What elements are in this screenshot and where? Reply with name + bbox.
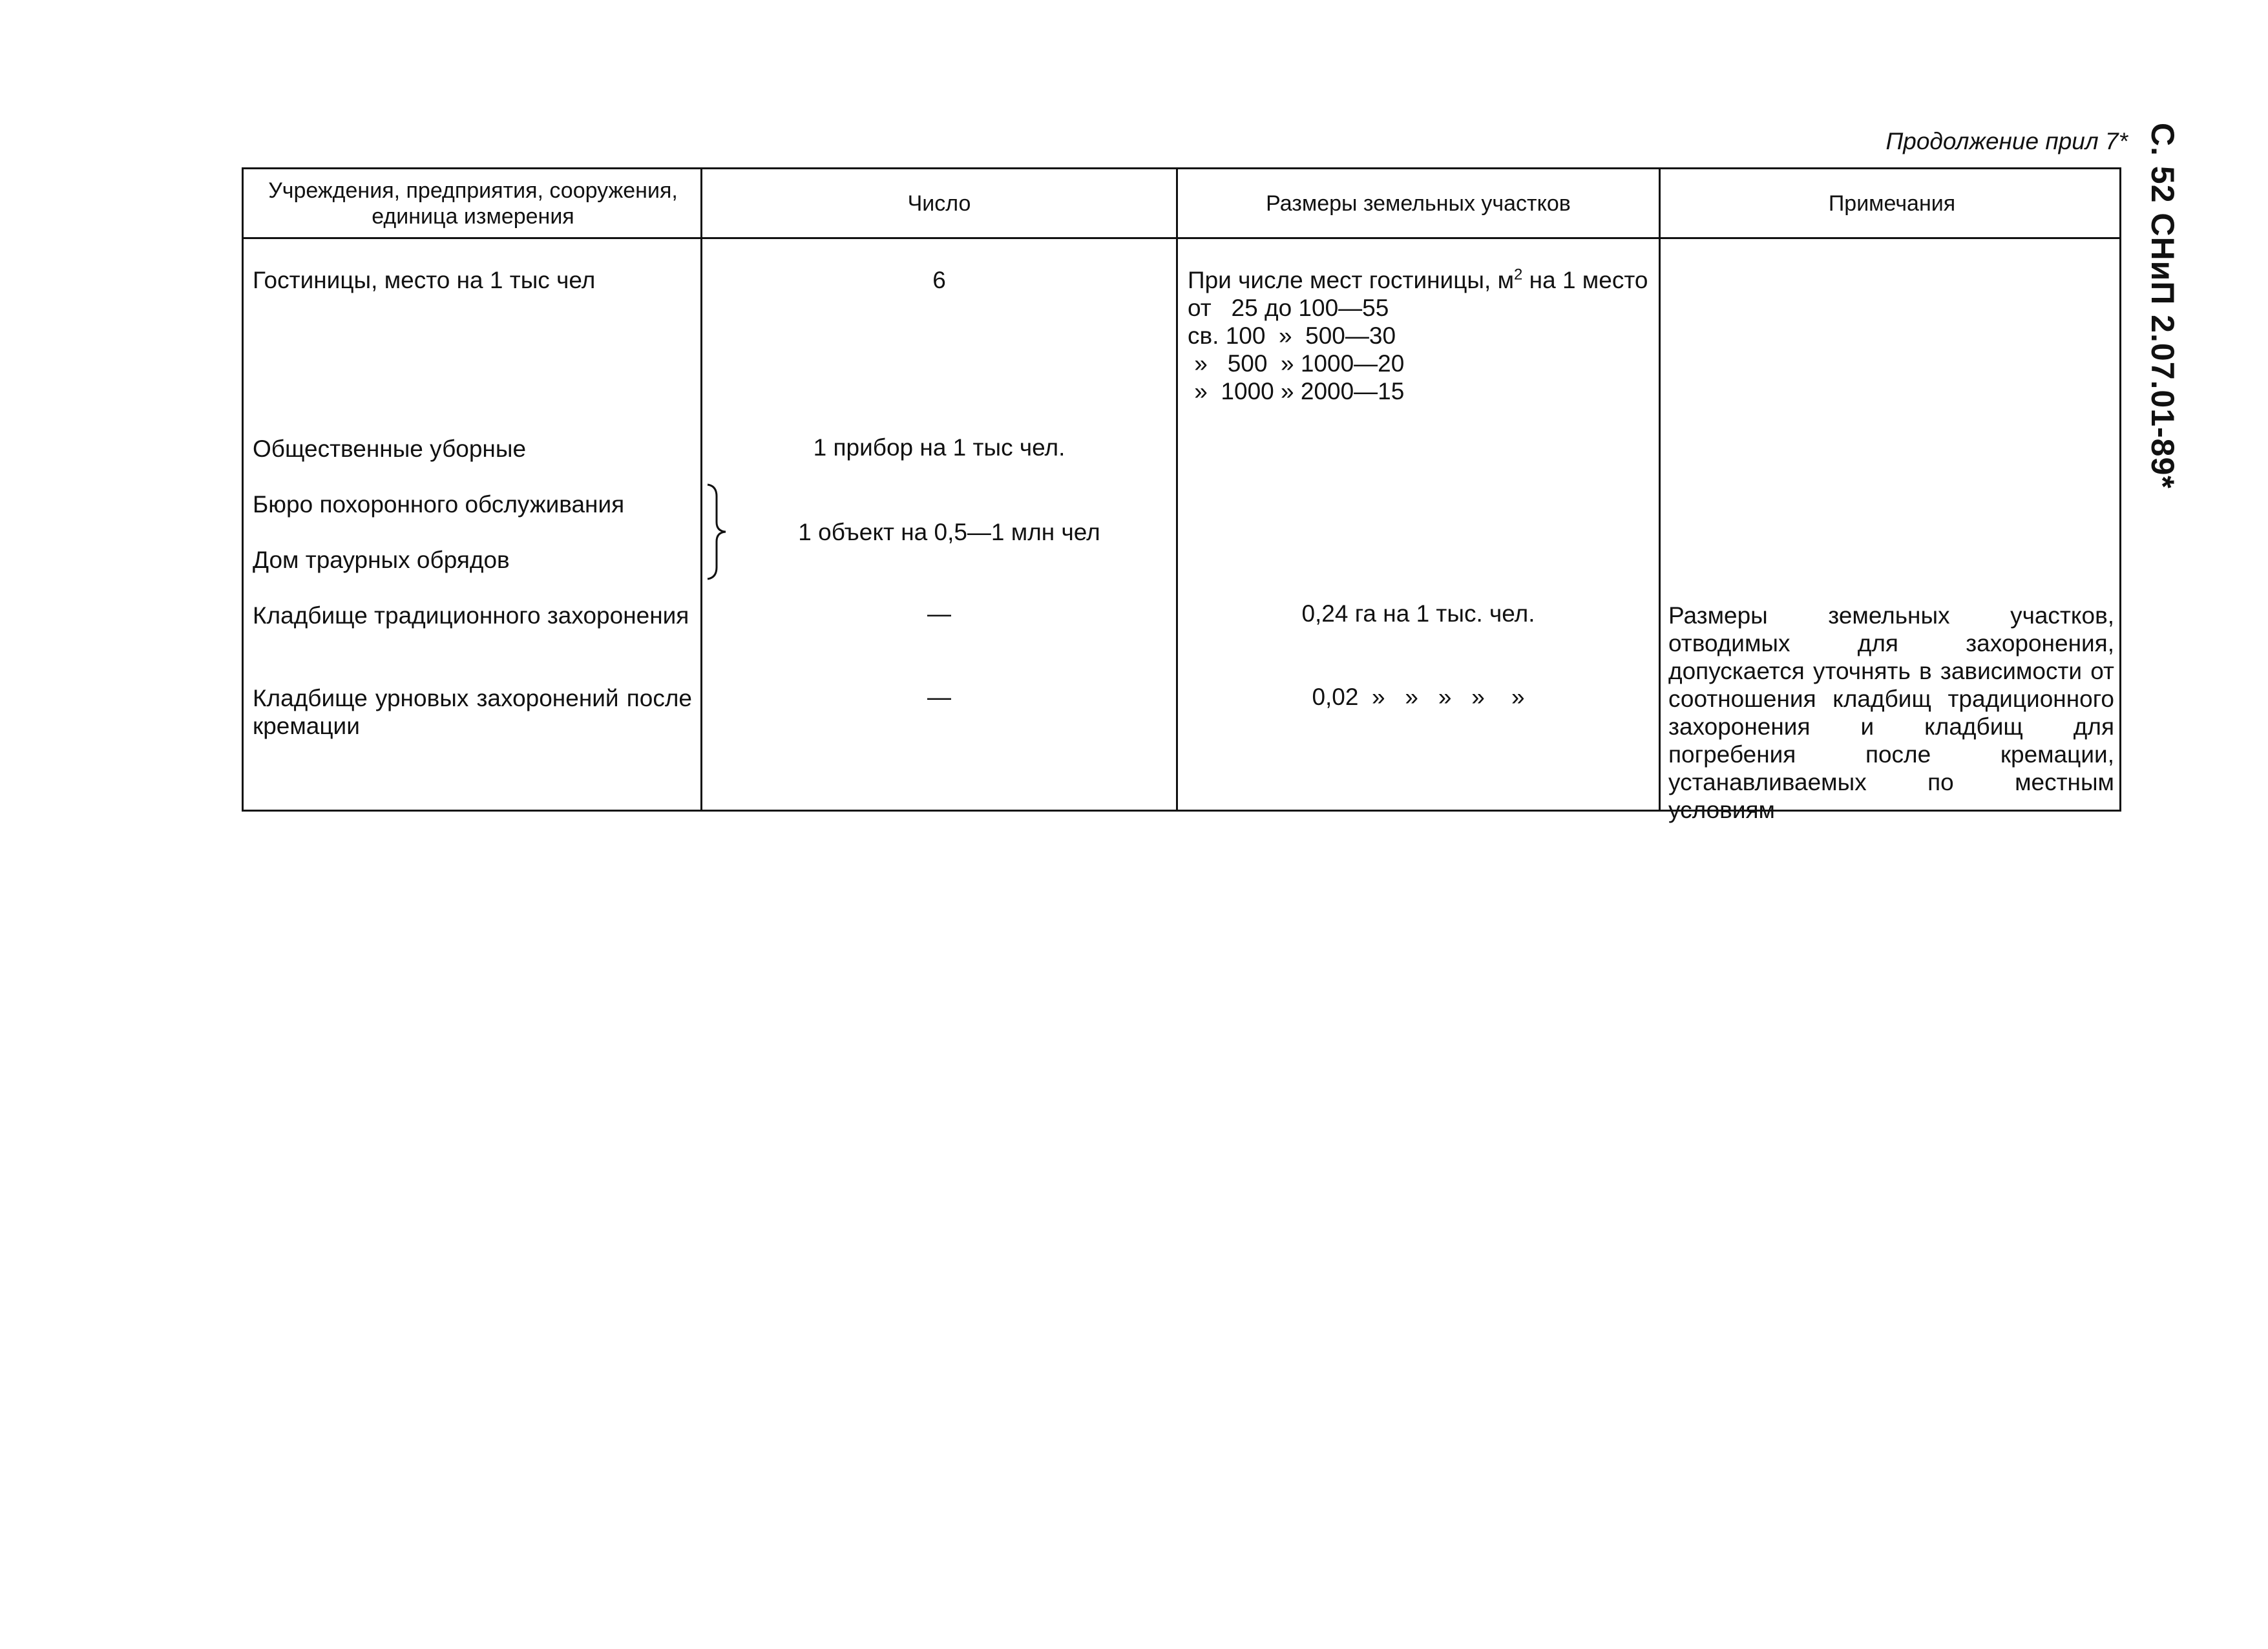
area-intro-end: на 1 место [1522,267,1648,293]
area-line: св. 100 » 500—30 [1188,322,1396,349]
table [242,167,2121,823]
header-divider [244,237,2119,239]
row-count-traditional-cemetery: — [927,600,951,627]
row-name-mourning-house: Дом траурных обрядов [253,547,510,573]
column-divider [700,169,702,810]
page-reference: С. 52 СНиП 2.07.01-89* [2145,123,2181,489]
row-name-traditional-cemetery: Кладбище традиционного захоронения [253,602,689,629]
row-count-hotels: 6 [932,267,946,293]
row-name-public-toilets: Общественные уборные [253,436,527,462]
column-header-count: Число [907,191,971,216]
area-line: от 25 до 100—55 [1188,295,1389,321]
row-name-urn-cemetery: Кладбище урновых захоронений после кремации [253,685,692,739]
column-divider [1176,169,1178,810]
area-line: » 1000 » 2000—15 [1188,378,1405,404]
row-area-traditional-cemetery: 0,24 га на 1 тыс. чел. [1301,600,1535,627]
row-name-hotels: Гостиницы, место на 1 тыс чел [253,267,596,293]
row-area-urn-cemetery: 0,02 » » » » » [1312,684,1525,710]
note-cemeteries: Размеры земельных участков, отводимых для захоронения, допускается уточнять в зависимости от соотношения кладбищ традиционного захоронения и кладбищ для погребения после кремации, устанавливаемых по местным условиям [1668,602,2114,823]
grouped-count: 1 объект на 0,5—1 млн чел [798,519,1100,545]
column-divider [1659,169,1661,810]
area-unit-superscript: 2 [1514,266,1523,284]
continuation-label: Продолжение прил 7* [1885,128,2128,154]
grouping-brace-icon [705,483,728,580]
column-header-land-size: Размеры земельных участков [1266,191,1571,216]
area-line: » 500 » 1000—20 [1188,350,1405,377]
column-header-notes: Примечания [1828,191,1956,216]
row-name-funeral-bureau: Бюро похоронного обслуживания [253,491,625,518]
row-count-public-toilets: 1 прибор на 1 тыс чел. [813,434,1066,461]
row-area-hotels [1188,266,1653,405]
column-header-institution: Учреждения, предприятия, сооружения, единица измерения [268,178,678,229]
area-intro: При числе мест гостиницы, м [1188,267,1515,293]
row-count-urn-cemetery: — [927,684,951,710]
